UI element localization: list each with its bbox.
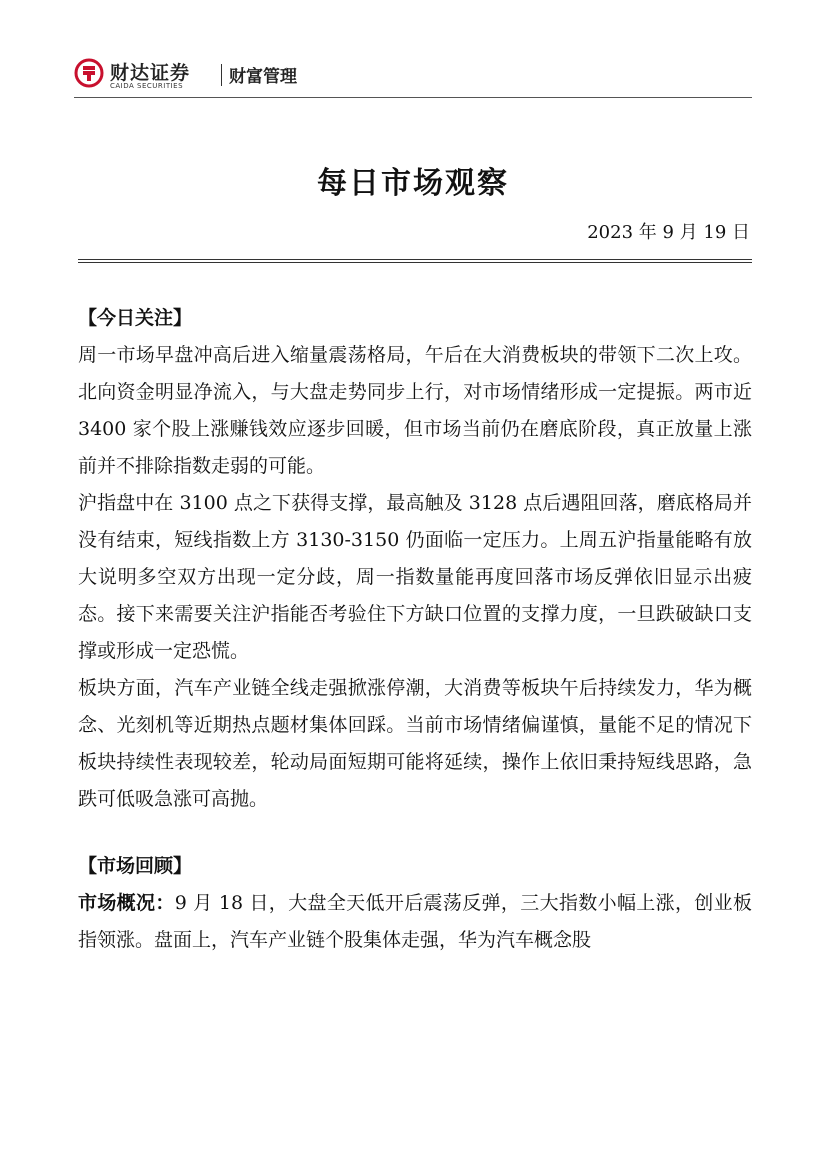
section-heading-focus: 【今日关注】 [78, 307, 193, 329]
header-divider [74, 97, 752, 98]
section-gap [78, 818, 752, 848]
brand-name: 财达证券 [110, 62, 191, 84]
title-rule-bottom [78, 262, 752, 263]
focus-paragraph: 沪指盘中在 3100 点之下获得支撑，最高触及 3128 点后遇阻回落，磨底格局并没有结束，短线指数上方 3130-3150 仍面临一定压力。上周五沪指量能略有放大说明多空双方出现一定分歧，周一指数量能再度回落市场反弹依旧显示出疲态。接下来需要关注沪指能否考验住下方缺口位置的支撑力度，一旦跌破缺口支撑或形成一定恐慌。 [78, 492, 752, 662]
focus-paragraph: 板块方面，汽车产业链全线走强掀涨停潮，大消费等板块午后持续发力，华为概念、光刻机等近期热点题材集体回踩。当前市场情绪偏谨慎，量能不足的情况下板块持续性表现较差，轮动局面短期可能将延续，操作上依旧秉持短线思路，急跌可低吸急涨可高抛。 [78, 677, 752, 810]
brand-division: 财富管理 [229, 67, 297, 87]
document-title: 每日市场观察 [317, 166, 509, 201]
title-rule-top [78, 259, 752, 260]
section-heading-review: 【市场回顾】 [78, 855, 193, 877]
document-date: 2023 年 9 月 19 日 [587, 222, 750, 243]
review-paragraph [78, 885, 752, 959]
review-text: 9 月 18 日，大盘全天低开后震荡反弹，三大指数小幅上涨，创业板指领涨。盘面上，汽车产业链个股集体走强，华为汽车概念股 [78, 892, 752, 951]
review-lead-label: 市场概况： [78, 892, 175, 914]
focus-paragraph: 周一市场早盘冲高后进入缩量震荡格局，午后在大消费板块的带领下二次上攻。北向资金明显净流入，与大盘走势同步上行，对市场情绪形成一定提振。两市近 3400 家个股上涨赚钱效应逐步回暖，但市场当前仍在磨底阶段，真正放量上涨前并不排除指数走弱的可能。 [78, 344, 752, 477]
brand-name-en: CAIDA SECURITIES [110, 82, 184, 90]
brand-divider [221, 64, 222, 86]
caida-logo-icon [74, 58, 104, 88]
page-header [74, 56, 752, 98]
document-body [78, 300, 752, 959]
